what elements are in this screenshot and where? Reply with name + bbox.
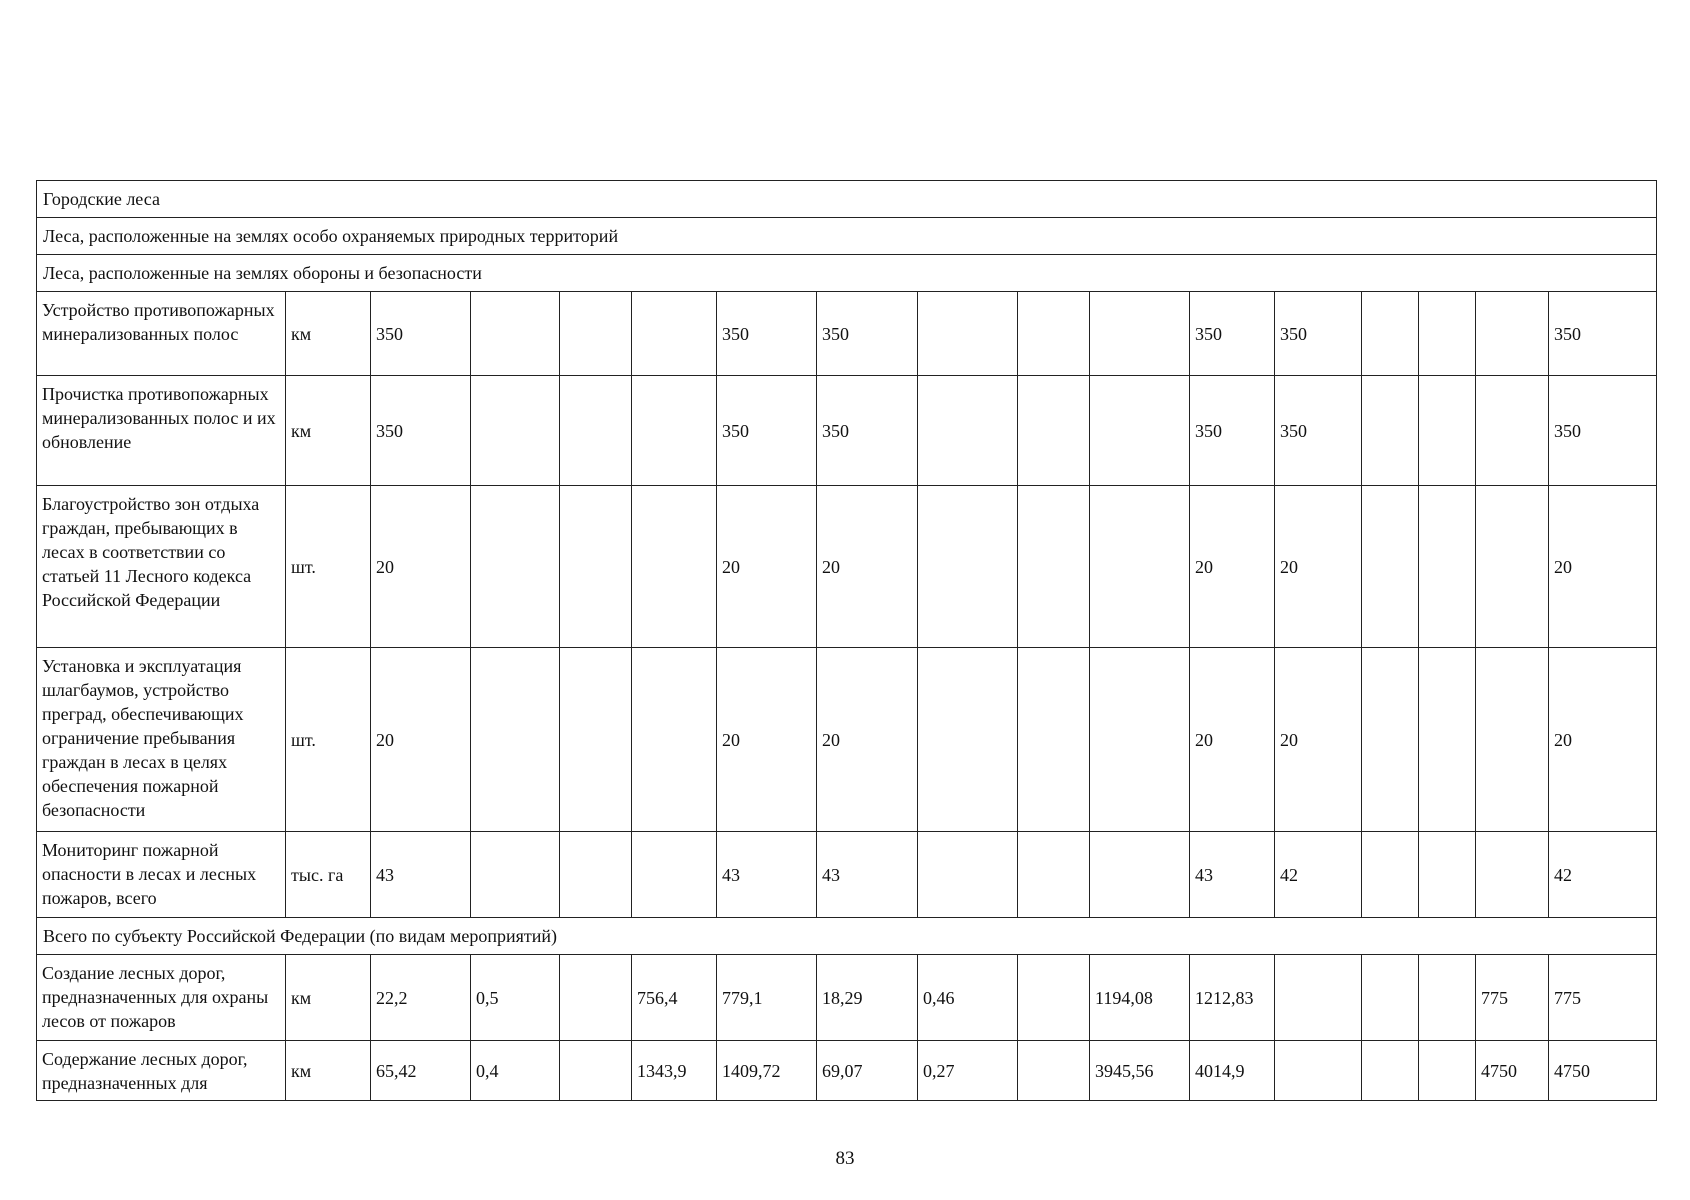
value-cell: 756,4 — [632, 955, 717, 1041]
value-cell — [1419, 648, 1476, 832]
value-cell: 20 — [1275, 648, 1362, 832]
value-cell — [918, 832, 1018, 918]
value-cell: 43 — [717, 832, 817, 918]
value-cell — [1476, 832, 1549, 918]
value-cell — [1275, 955, 1362, 1041]
section-row — [37, 181, 1657, 218]
value-cell — [560, 955, 632, 1041]
value-cell — [1419, 1041, 1476, 1101]
value-cell — [1476, 648, 1549, 832]
value-cell — [1275, 1041, 1362, 1101]
section-row — [37, 255, 1657, 292]
value-cell: 350 — [371, 292, 471, 376]
value-cell: 350 — [1549, 292, 1657, 376]
value-cell — [632, 832, 717, 918]
value-cell: 0,27 — [918, 1041, 1018, 1101]
value-cell: 20 — [371, 648, 471, 832]
value-cell: 42 — [1549, 832, 1657, 918]
value-cell — [1419, 955, 1476, 1041]
value-cell: 20 — [817, 486, 918, 648]
value-cell: 1343,9 — [632, 1041, 717, 1101]
value-cell: 20 — [717, 648, 817, 832]
value-cell — [1018, 376, 1090, 486]
value-cell — [1018, 648, 1090, 832]
value-cell: 65,42 — [371, 1041, 471, 1101]
value-cell: 350 — [371, 376, 471, 486]
value-cell: 43 — [1190, 832, 1275, 918]
section-title: Всего по субъекту Российской Федерации (по видам мероприятий) — [37, 918, 1657, 955]
value-cell — [1362, 648, 1419, 832]
value-cell — [918, 376, 1018, 486]
value-cell: 43 — [817, 832, 918, 918]
value-cell — [1018, 486, 1090, 648]
value-cell: 4014,9 — [1190, 1041, 1275, 1101]
measures-table — [36, 180, 1657, 1101]
table-row — [37, 832, 1657, 918]
unit-cell: км — [286, 955, 371, 1041]
value-cell: 350 — [817, 376, 918, 486]
value-cell: 20 — [1549, 648, 1657, 832]
table-row — [37, 1041, 1657, 1101]
value-cell: 20 — [1549, 486, 1657, 648]
value-cell — [632, 486, 717, 648]
unit-cell: км — [286, 1041, 371, 1101]
value-cell — [1090, 376, 1190, 486]
value-cell: 69,07 — [817, 1041, 918, 1101]
value-cell: 350 — [717, 292, 817, 376]
value-cell: 350 — [1275, 376, 1362, 486]
measure-name: Благоустройство зон отдыха граждан, пребывающих в лесах в соответствии со статьей 11 Лесного кодекса Российской Федерации — [37, 486, 286, 648]
value-cell: 20 — [717, 486, 817, 648]
value-cell: 1212,83 — [1190, 955, 1275, 1041]
value-cell — [1362, 832, 1419, 918]
value-cell — [1018, 1041, 1090, 1101]
value-cell: 775 — [1549, 955, 1657, 1041]
value-cell — [1419, 292, 1476, 376]
value-cell — [918, 292, 1018, 376]
value-cell — [1090, 486, 1190, 648]
value-cell — [471, 832, 560, 918]
unit-cell: км — [286, 292, 371, 376]
value-cell: 43 — [371, 832, 471, 918]
value-cell: 20 — [1275, 486, 1362, 648]
value-cell — [1362, 376, 1419, 486]
value-cell: 775 — [1476, 955, 1549, 1041]
value-cell — [560, 1041, 632, 1101]
value-cell — [471, 292, 560, 376]
value-cell — [1018, 832, 1090, 918]
measure-name: Установка и эксплуатация шлагбаумов, устройство преград, обеспечивающих ограничение пребывания граждан в лесах в целях обеспечения пожарной безопасности — [37, 648, 286, 832]
unit-cell: км — [286, 376, 371, 486]
value-cell — [1419, 486, 1476, 648]
value-cell — [1090, 648, 1190, 832]
value-cell — [560, 648, 632, 832]
value-cell — [560, 376, 632, 486]
table-row — [37, 292, 1657, 376]
section-title: Городские леса — [37, 181, 1657, 218]
value-cell — [1362, 1041, 1419, 1101]
value-cell — [1476, 292, 1549, 376]
value-cell — [471, 648, 560, 832]
value-cell — [632, 376, 717, 486]
table-row — [37, 955, 1657, 1041]
value-cell: 0,4 — [471, 1041, 560, 1101]
measure-name: Мониторинг пожарной опасности в лесах и лесных пожаров, всего — [37, 832, 286, 918]
value-cell: 4750 — [1476, 1041, 1549, 1101]
table-row — [37, 486, 1657, 648]
value-cell: 350 — [817, 292, 918, 376]
value-cell: 20 — [371, 486, 471, 648]
value-cell — [1090, 832, 1190, 918]
value-cell — [560, 486, 632, 648]
value-cell: 22,2 — [371, 955, 471, 1041]
value-cell: 0,46 — [918, 955, 1018, 1041]
value-cell — [1362, 292, 1419, 376]
value-cell — [471, 376, 560, 486]
value-cell — [1090, 292, 1190, 376]
value-cell — [1419, 832, 1476, 918]
value-cell — [1018, 292, 1090, 376]
unit-cell: тыс. га — [286, 832, 371, 918]
value-cell — [918, 648, 1018, 832]
value-cell — [1476, 486, 1549, 648]
value-cell — [560, 292, 632, 376]
value-cell: 350 — [1549, 376, 1657, 486]
table-row — [37, 376, 1657, 486]
value-cell: 42 — [1275, 832, 1362, 918]
value-cell: 20 — [817, 648, 918, 832]
value-cell — [471, 486, 560, 648]
section-title: Леса, расположенные на землях обороны и безопасности — [37, 255, 1657, 292]
value-cell — [1476, 376, 1549, 486]
unit-cell: шт. — [286, 486, 371, 648]
value-cell: 20 — [1190, 486, 1275, 648]
value-cell: 779,1 — [717, 955, 817, 1041]
table-row — [37, 648, 1657, 832]
measure-name: Содержание лесных дорог, предназначенных для — [37, 1041, 286, 1101]
table-body — [37, 181, 1657, 1101]
value-cell — [632, 648, 717, 832]
page-number: 83 — [835, 1148, 855, 1169]
measure-name: Устройство противопожарных минерализованных полос — [37, 292, 286, 376]
value-cell — [560, 832, 632, 918]
section-row — [37, 218, 1657, 255]
value-cell: 18,29 — [817, 955, 918, 1041]
measure-name: Прочистка противопожарных минерализованных полос и их обновление — [37, 376, 286, 486]
value-cell — [1419, 376, 1476, 486]
value-cell — [632, 292, 717, 376]
value-cell: 350 — [1190, 376, 1275, 486]
value-cell: 4750 — [1549, 1041, 1657, 1101]
value-cell — [1362, 486, 1419, 648]
value-cell: 350 — [1275, 292, 1362, 376]
value-cell: 1409,72 — [717, 1041, 817, 1101]
value-cell — [1018, 955, 1090, 1041]
section-title: Леса, расположенные на землях особо охраняемых природных территорий — [37, 218, 1657, 255]
value-cell: 350 — [1190, 292, 1275, 376]
value-cell: 350 — [717, 376, 817, 486]
value-cell: 3945,56 — [1090, 1041, 1190, 1101]
unit-cell: шт. — [286, 648, 371, 832]
value-cell — [1362, 955, 1419, 1041]
measure-name: Создание лесных дорог, предназначенных для охраны лесов от пожаров — [37, 955, 286, 1041]
value-cell: 0,5 — [471, 955, 560, 1041]
value-cell: 1194,08 — [1090, 955, 1190, 1041]
value-cell: 20 — [1190, 648, 1275, 832]
section-row — [37, 918, 1657, 955]
value-cell — [918, 486, 1018, 648]
